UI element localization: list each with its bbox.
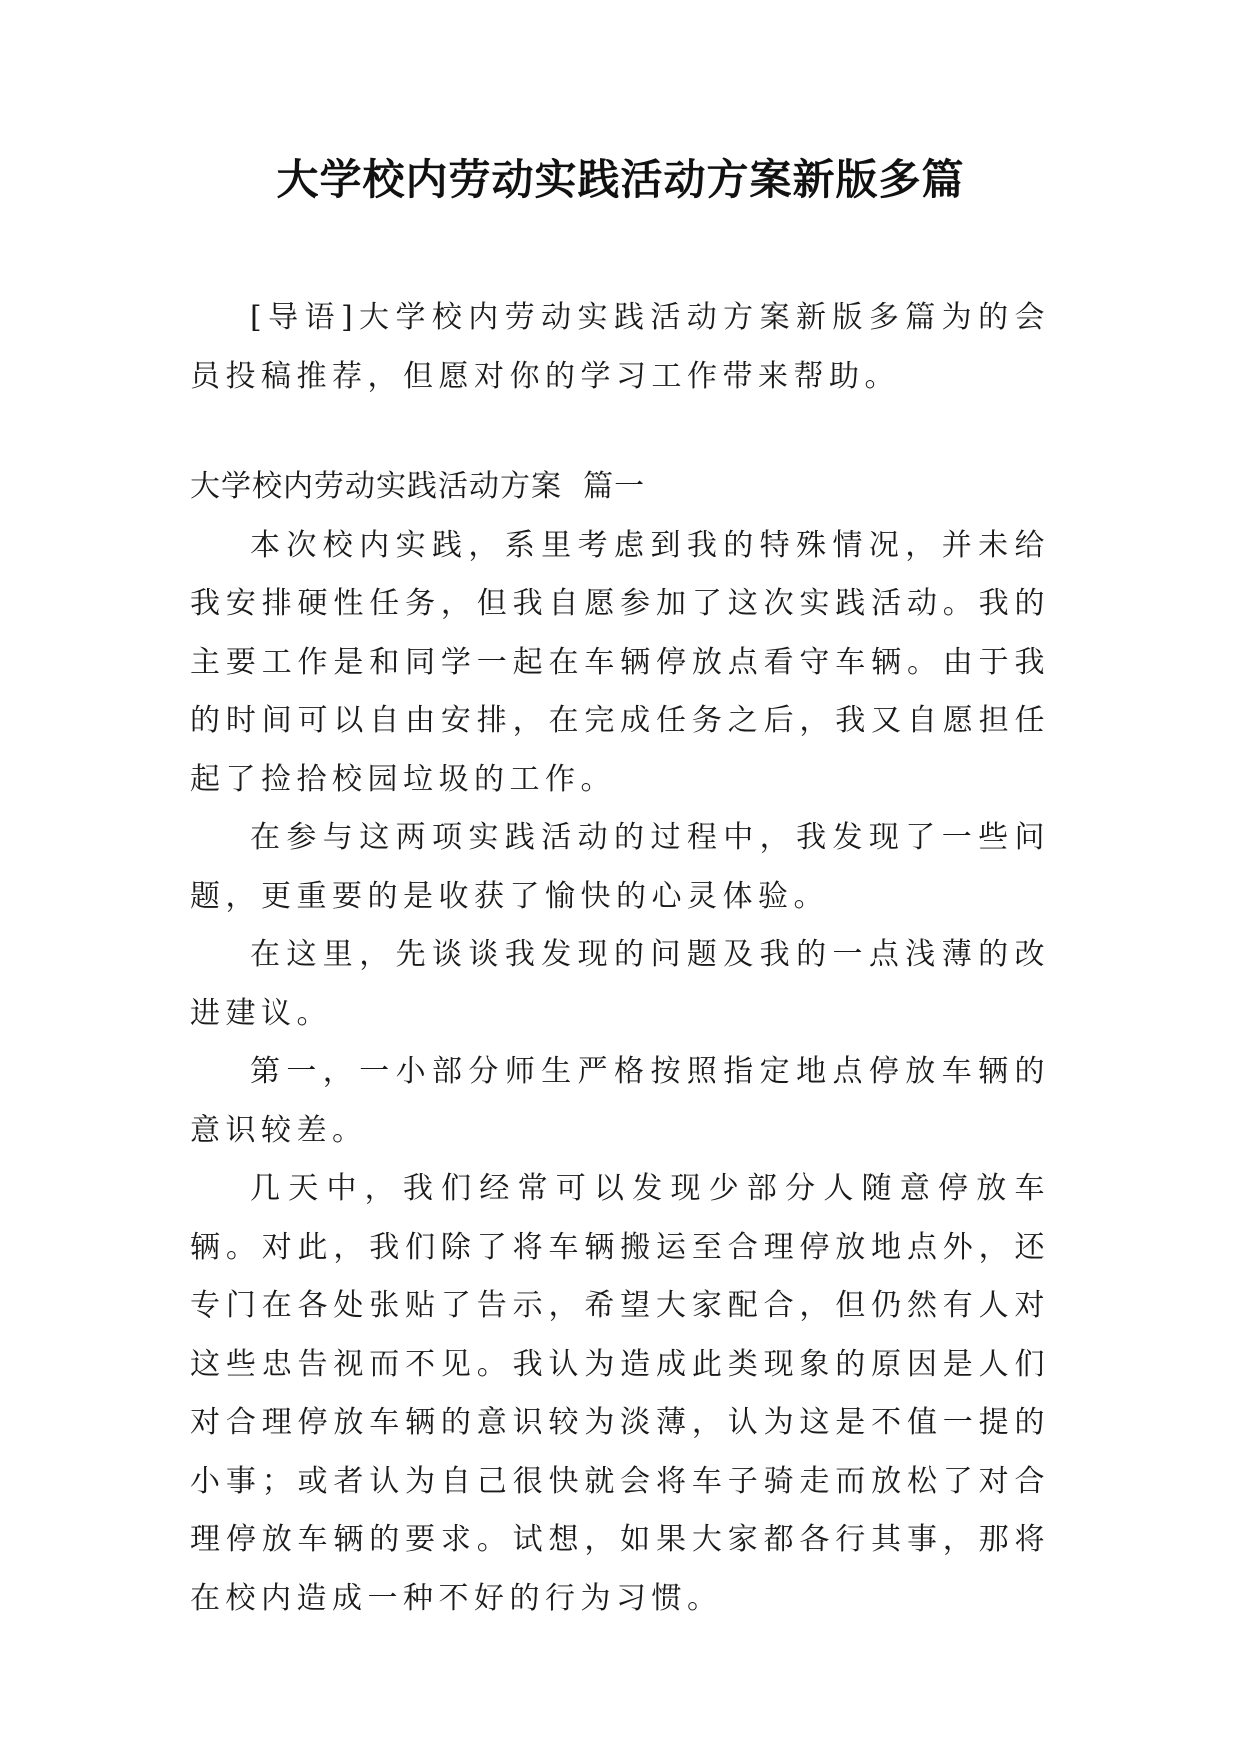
body-paragraph: 几天中，我们经常可以发现少部分人随意停放车辆。对此，我们除了将车辆搬运至合理停放地点外，还专门在各处张贴了告示，希望大家配合，但仍然有人对这些忠告视而不见。我认为造成此类现象的原因是人们对合理停放车辆的意识较为淡薄，认为这是不值一提的小事；或者认为自己很快就会将车子骑走而放松了对合理停放车辆的要求。试想，如果大家都各行其事，那将在校内造成一种不好的行为习惯。: [190, 1171, 1050, 1616]
article-body: [190, 458, 1050, 1628]
body-paragraph: 在这里，先谈谈我发现的问题及我的一点浅薄的改进建议。: [190, 937, 1050, 1031]
body-paragraph: 本次校内实践，系里考虑到我的特殊情况，并未给我安排硬性任务，但我自愿参加了这次实践活动。我的主要工作是和同学一起在车辆停放点看守车辆。由于我的时间可以自由安排，在完成任务之后，我又自愿担任起了捡拾校园垃圾的工作。: [190, 527, 1050, 797]
body-paragraph: 在参与这两项实践活动的过程中，我发现了一些问题，更重要的是收获了愉快的心灵体验。: [190, 820, 1050, 914]
body-paragraph: 第一，一小部分师生严格按照指定地点停放车辆的意识较差。: [190, 1054, 1050, 1148]
intro-paragraph: [导语]大学校内劳动实践活动方案新版多篇为的会员投稿推荐，但愿对你的学习工作带来帮助。: [190, 300, 1050, 394]
document-title: 大学校内劳动实践活动方案新版多篇: [276, 155, 965, 204]
section-heading: 大学校内劳动实践活动方案 篇一: [190, 469, 646, 504]
